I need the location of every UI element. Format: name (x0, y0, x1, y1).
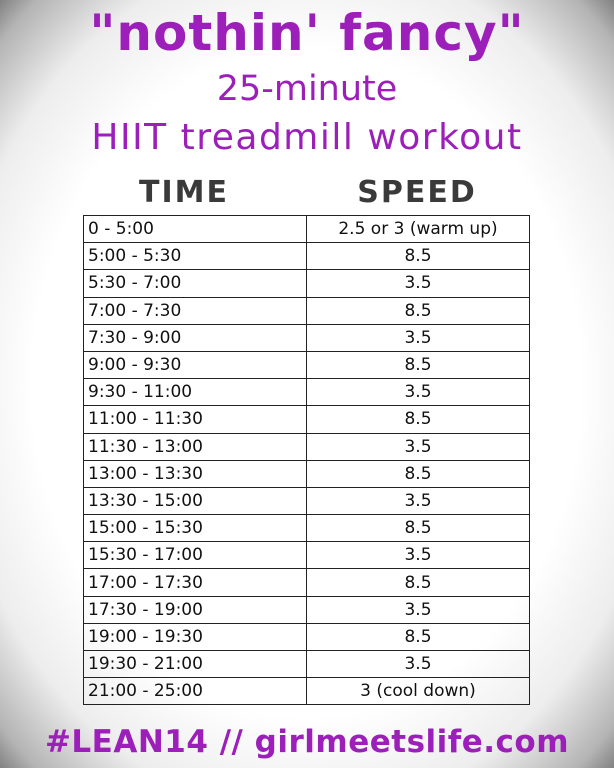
speed-cell: 3.5 (307, 542, 530, 569)
speed-cell: 3.5 (307, 379, 530, 406)
table-row (84, 487, 530, 514)
footer-hashtag-url: #LEAN14 // girlmeetslife.com (44, 724, 570, 760)
speed-cell: 3.5 (307, 270, 530, 297)
table-row (84, 623, 530, 650)
table-row (84, 379, 530, 406)
speed-cell: 8.5 (307, 406, 530, 433)
time-cell: 11:30 - 13:00 (84, 433, 307, 460)
column-header-speed: SPEED (357, 175, 477, 210)
table-row (84, 515, 530, 542)
speed-cell: 8.5 (307, 623, 530, 650)
speed-cell: 8.5 (307, 569, 530, 596)
time-cell: 17:30 - 19:00 (84, 596, 307, 623)
speed-cell: 8.5 (307, 243, 530, 270)
speed-cell: 3.5 (307, 596, 530, 623)
table-row (84, 460, 530, 487)
table-row (84, 678, 530, 705)
poster-subtitle-workout: HIIT treadmill workout (91, 117, 523, 158)
table-row (84, 569, 530, 596)
speed-cell: 3 (cool down) (307, 678, 530, 705)
time-cell: 13:30 - 15:00 (84, 487, 307, 514)
time-cell: 13:00 - 13:30 (84, 460, 307, 487)
column-header-time: TIME (139, 175, 229, 210)
table-row (84, 651, 530, 678)
speed-cell: 8.5 (307, 515, 530, 542)
poster-title: "nothin' fancy" (89, 4, 525, 62)
table-row (84, 406, 530, 433)
speed-cell: 8.5 (307, 460, 530, 487)
poster-subtitle-duration: 25-minute (216, 69, 398, 109)
time-cell: 17:00 - 17:30 (84, 569, 307, 596)
speed-cell: 3.5 (307, 324, 530, 351)
speed-cell: 3.5 (307, 487, 530, 514)
table-row (84, 270, 530, 297)
time-cell: 11:00 - 11:30 (84, 406, 307, 433)
time-cell: 0 - 5:00 (84, 216, 307, 243)
workout-schedule-table (83, 215, 530, 705)
time-cell: 21:00 - 25:00 (84, 678, 307, 705)
table-row (84, 243, 530, 270)
table-row (84, 216, 530, 243)
speed-cell: 3.5 (307, 651, 530, 678)
speed-cell: 8.5 (307, 297, 530, 324)
time-cell: 9:30 - 11:00 (84, 379, 307, 406)
speed-cell: 2.5 or 3 (warm up) (307, 216, 530, 243)
time-cell: 5:30 - 7:00 (84, 270, 307, 297)
table-row (84, 297, 530, 324)
time-cell: 15:00 - 15:30 (84, 515, 307, 542)
time-cell: 7:30 - 9:00 (84, 324, 307, 351)
time-cell: 15:30 - 17:00 (84, 542, 307, 569)
time-cell: 19:30 - 21:00 (84, 651, 307, 678)
time-cell: 5:00 - 5:30 (84, 243, 307, 270)
time-cell: 19:00 - 19:30 (84, 623, 307, 650)
table-row (84, 351, 530, 378)
time-cell: 7:00 - 7:30 (84, 297, 307, 324)
speed-cell: 3.5 (307, 433, 530, 460)
table-row (84, 324, 530, 351)
table-row (84, 596, 530, 623)
table-row (84, 433, 530, 460)
table-row (84, 542, 530, 569)
time-cell: 9:00 - 9:30 (84, 351, 307, 378)
speed-cell: 8.5 (307, 351, 530, 378)
